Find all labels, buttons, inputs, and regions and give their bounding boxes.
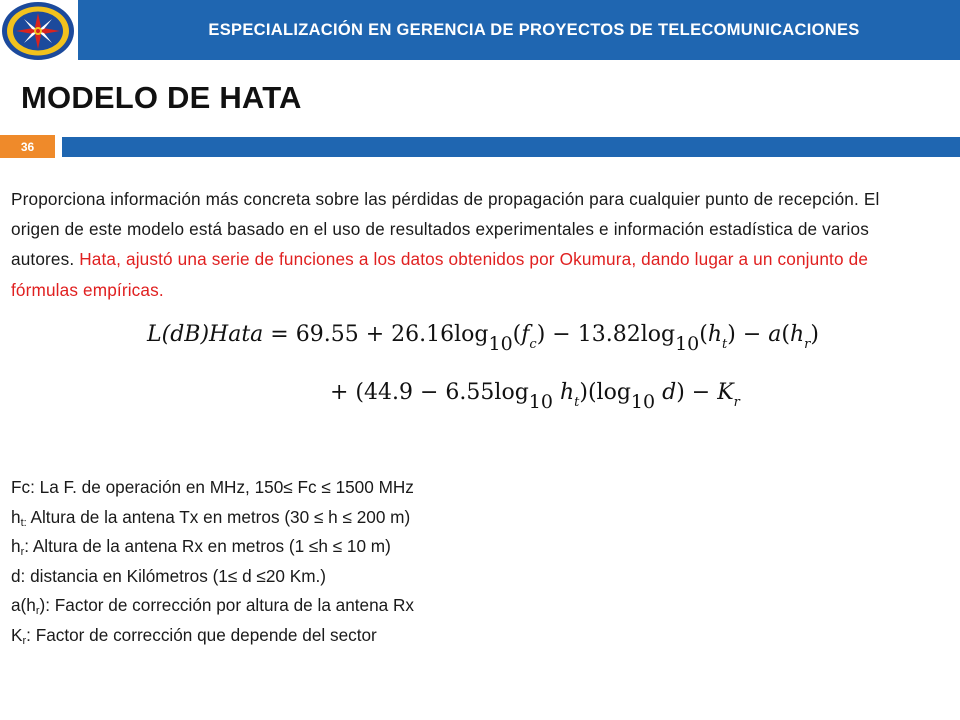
formula-log-base: 10 <box>488 333 513 355</box>
definition-ht-sub: t: <box>20 516 27 529</box>
definition-ahr <box>11 591 414 621</box>
definition-kr-symbol: K <box>11 624 23 645</box>
title-rule <box>62 137 960 157</box>
definition-ahr-text: ): Factor de corrección por altura de la antena Rx <box>39 595 415 616</box>
formula-fc-sub: c <box>529 337 537 352</box>
definition-ht-symbol: h <box>11 506 21 527</box>
formula-const-1: 69.55 <box>295 322 359 347</box>
formula-d: d <box>662 380 677 405</box>
formula-fc: f <box>521 322 530 347</box>
formula-log-base: 10 <box>675 333 700 355</box>
definition-d-text: d: distancia en Kilómetros (1≤ d ≤20 Km.) <box>11 565 327 586</box>
formula-const-3: 13.82 <box>577 322 641 347</box>
formula-log: log <box>596 380 631 405</box>
formula-ht: h <box>707 322 723 347</box>
header-title: ESPECIALIZACIÓN EN GERENCIA DE PROYECTOS DE TELECOMUNICACIONES <box>208 20 860 39</box>
definitions-list <box>11 473 414 651</box>
page-title: MODELO DE HATA <box>21 80 302 115</box>
formula-log: log <box>494 380 529 405</box>
definition-fc <box>11 473 414 503</box>
intro-highlight-text: Hata, ajustó una serie de funciones a los datos obtenidos por Okumura, dando lugar a un conjunto de fórmulas empíricas. <box>11 249 869 300</box>
definition-kr-text: : Factor de corrección que depende del sector <box>26 624 377 645</box>
hata-formula-line-2: + ($44.9 - 6.55\log_{10}$ $h_t)(\log_{10}$ $d) - K_r$ <box>330 380 740 413</box>
formula-ht-sub: t <box>574 395 580 410</box>
slide-number-badge: 36 <box>0 135 55 158</box>
definition-hr-text: : Altura de la antena Rx en metros (1 ≤h ≤ 10 m) <box>24 536 391 557</box>
formula-log-base: 10 <box>630 391 656 413</box>
formula-a: a <box>768 322 782 347</box>
formula-hr: h <box>790 322 805 347</box>
formula-lhs: L(dB)Hata <box>147 322 264 347</box>
definition-hr <box>11 532 414 562</box>
definition-ahr-sub: r <box>35 605 40 618</box>
formula-ht-sub: t <box>722 337 728 352</box>
formula-k-sub: r <box>733 395 740 410</box>
definition-kr <box>11 621 414 651</box>
hata-formula-line-1: L(dB)Hata = $69.55 + 26.16\log_{10}(f_c) - 13.82\log_{10}(h_t) - a(h_r)$ <box>147 322 819 355</box>
formula-const-4: 44.9 <box>364 380 413 405</box>
formula-log-base: 10 <box>528 391 553 413</box>
formula-log: log <box>454 322 489 347</box>
formula-log: log <box>640 322 676 347</box>
definition-ht-text: Altura de la antena Tx en metros (30 ≤ h ≤ 200 m) <box>26 506 411 527</box>
university-seal-icon <box>0 0 78 62</box>
formula-ht: h <box>559 380 575 405</box>
definition-hr-symbol: h <box>11 536 21 557</box>
definition-kr-sub: r <box>22 634 27 647</box>
definition-ht <box>11 503 414 533</box>
intro-paragraph <box>11 184 931 305</box>
formula-k: K <box>717 380 734 405</box>
formula-const-2: 26.16 <box>391 322 455 347</box>
formula-hr-sub: r <box>804 337 811 352</box>
definition-hr-sub: r <box>20 546 25 559</box>
formula-const-5: 6.55 <box>445 380 495 405</box>
intro-text: Proporciona información más concreta sobre las pérdidas de propagación para cualquier punto de recepción. El origen de este modelo está basado en el uso de resultados experimentales e información estadística de varios autores. <box>11 189 880 270</box>
header-bar <box>78 0 960 60</box>
definition-fc-text: Fc: La F. de operación en MHz, 150≤ Fc ≤ 1500 MHz <box>11 477 414 497</box>
definition-ahr-symbol: a(h <box>11 595 36 616</box>
definition-d <box>11 562 414 592</box>
